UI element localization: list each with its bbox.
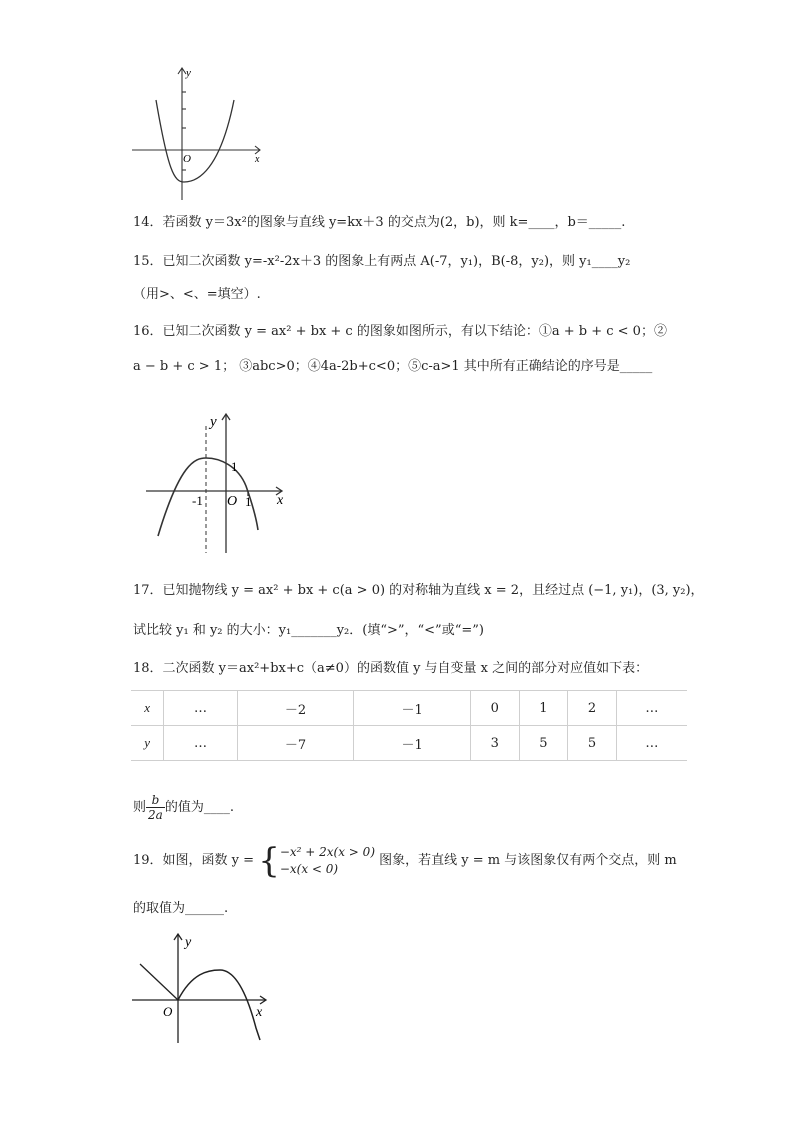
graph-1-upward-parabola bbox=[128, 60, 268, 205]
table-cell: －1 bbox=[354, 691, 471, 726]
y-axis-label: y bbox=[186, 67, 191, 79]
question-16-line-1: 16．已知二次函数 y = ax² + bx + c 的图象如图所示，有以下结论：①a + b + c < 0；② bbox=[133, 324, 667, 339]
table-cell: … bbox=[616, 726, 687, 761]
after-suffix: 的值为____. bbox=[164, 800, 234, 815]
question-14: 14．若函数 y＝3x²的图象与直线 y=kx＋3 的交点为(2，b)，则 k=____，b＝_____. bbox=[133, 215, 626, 230]
table-cell: 5 bbox=[568, 726, 617, 761]
fraction-numerator: b bbox=[146, 793, 165, 808]
question-19-line-1 bbox=[133, 840, 677, 881]
y-tick-label-1: 1 bbox=[231, 459, 238, 474]
question-17-line-1: 17．已知抛物线 y = ax² + bx + c(a > 0) 的对称轴为直线 x = 2，且经过点 (−1, y₁)，(3, y₂)， bbox=[133, 583, 704, 598]
table-cell: －1 bbox=[354, 726, 471, 761]
parabola-curve bbox=[156, 100, 234, 182]
after-prefix: 则 bbox=[133, 800, 147, 815]
y-axis-label: y bbox=[210, 414, 217, 430]
question-18-after bbox=[133, 793, 234, 823]
question-16-line-2: a − b + c > 1； ③abc>0；④4a-2b+c<0；⑤c-a>1 其中所有正确结论的序号是_____ bbox=[133, 359, 653, 374]
table-cell: 1 bbox=[519, 691, 568, 726]
parabola-branch bbox=[178, 970, 260, 1040]
table-cell: 3 bbox=[470, 726, 519, 761]
q19-prefix: 19．如图，函数 y = bbox=[133, 853, 255, 868]
question-19-line-2: 的取值为______. bbox=[133, 901, 229, 916]
table-cell: x bbox=[131, 691, 164, 726]
fraction-denominator: 2a bbox=[148, 808, 163, 822]
table-cell: … bbox=[616, 691, 687, 726]
x-axis-label: x bbox=[256, 1005, 263, 1020]
graph-2-downward-parabola bbox=[140, 408, 300, 558]
table-cell: －7 bbox=[237, 726, 354, 761]
q19-suffix: 图象，若直线 y = m 与该图象仅有两个交点，则 m bbox=[379, 853, 677, 868]
table-row-y bbox=[131, 726, 687, 761]
x-axis-label: x bbox=[277, 493, 284, 508]
question-17-line-2: 试比较 y₁ 和 y₂ 的大小：y₁_______y₂．(填“>”，“<”或“=”) bbox=[133, 623, 484, 638]
origin-label: O bbox=[227, 494, 238, 509]
x-axis-label: x bbox=[255, 154, 260, 165]
case-2: −x(x < 0) bbox=[279, 861, 339, 876]
parabola-curve bbox=[158, 458, 258, 536]
question-15-line-1: 15．已知二次函数 y=-x²-2x＋3 的图象上有两点 A(-7，y₁)，B(-8，y₂)，则 y₁____y₂ bbox=[133, 254, 631, 269]
tick-label-1: 1 bbox=[245, 494, 252, 509]
table-cell: y bbox=[131, 726, 164, 761]
table-cell: 2 bbox=[568, 691, 617, 726]
value-table bbox=[131, 690, 687, 761]
case-1: −x² + 2x(x > 0) bbox=[279, 844, 375, 859]
origin-label: O bbox=[163, 1004, 173, 1019]
table-cell: … bbox=[164, 726, 237, 761]
tick-label-neg-1: -1 bbox=[192, 493, 203, 508]
origin-label: O bbox=[183, 153, 191, 165]
y-axis-label: y bbox=[185, 935, 192, 950]
piecewise-cases bbox=[280, 844, 375, 878]
table-cell: 5 bbox=[519, 726, 568, 761]
graph-3-piecewise bbox=[130, 928, 280, 1048]
table-cell: 0 bbox=[470, 691, 519, 726]
fraction-b-over-2a bbox=[146, 793, 165, 822]
question-15-line-2: （用>、<、=填空）. bbox=[133, 287, 261, 302]
left-brace: { bbox=[258, 840, 280, 881]
table-cell: … bbox=[164, 691, 237, 726]
question-18-intro: 18．二次函数 y＝ax²+bx+c（a≠0）的函数值 y 与自变量 x 之间的部分对应值如下表： bbox=[133, 661, 649, 676]
table-cell: －2 bbox=[237, 691, 354, 726]
table-row-x bbox=[131, 691, 687, 726]
line-branch bbox=[140, 964, 178, 1000]
